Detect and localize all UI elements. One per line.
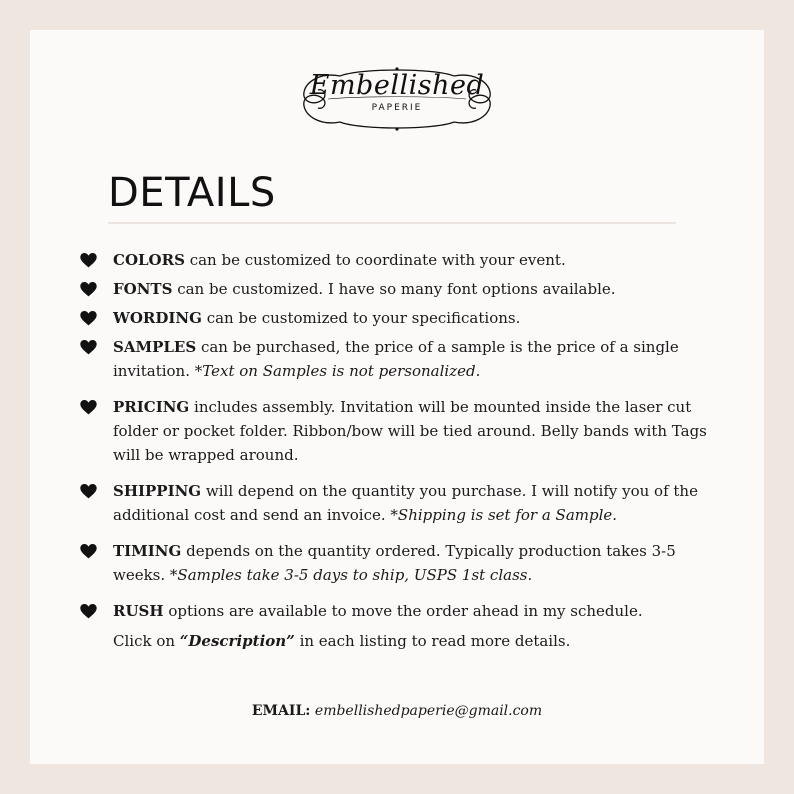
heart-icon <box>80 311 97 326</box>
item-keyword: FONTS <box>113 280 173 298</box>
description-keyword: “Description” <box>179 632 295 650</box>
heart-icon <box>80 253 97 268</box>
item-text: can be purchased, the price of a sample is the price of a single invitation. <box>113 338 679 380</box>
logo <box>300 66 494 132</box>
heart-icon <box>80 400 97 415</box>
list-item-shipping <box>80 479 730 527</box>
heart-icon <box>80 604 97 619</box>
item-note: *Text on Samples is not personalized. <box>194 362 481 380</box>
description-after: in each listing to read more details. <box>294 632 571 650</box>
item-text: can be customized to coordinate with your event. <box>184 251 566 269</box>
list-item-wording <box>80 306 730 330</box>
item-keyword: PRICING <box>113 398 190 416</box>
divider <box>108 222 676 224</box>
details-list <box>80 248 730 658</box>
item-note: *Shipping is set for a Sample. <box>390 506 618 524</box>
item-keyword: WORDING <box>113 309 202 327</box>
item-text: can be customized to your specifications. <box>201 309 521 327</box>
item-text: depends on the quantity ordered. Typically production takes 3-5 weeks. <box>113 542 676 584</box>
heart-icon <box>80 544 97 559</box>
description-before: Click on <box>113 632 180 650</box>
details-card <box>30 30 764 764</box>
description-note <box>113 629 730 653</box>
item-keyword: COLORS <box>113 251 185 269</box>
list-item-pricing <box>80 395 730 467</box>
item-text: options are available to move the order ahead in my schedule. <box>163 602 643 620</box>
email-label: EMAIL: <box>251 703 311 719</box>
heart-icon <box>80 484 97 499</box>
logo-subtitle: PAPERIE <box>371 103 423 113</box>
item-text: will depend on the quantity you purchase. I will notify you of the additional cost and send an invoice. <box>113 482 698 524</box>
email-line <box>30 703 764 719</box>
item-keyword: SAMPLES <box>113 338 197 356</box>
item-keyword: SHIPPING <box>113 482 202 500</box>
heart-icon <box>80 282 97 297</box>
list-item-fonts <box>80 277 730 301</box>
item-text: includes assembly. Invitation will be mounted inside the laser cut folder or pocket folder. Ribbon/bow will be tied around. Belly bands with Tags will be wrapped around. <box>113 398 707 464</box>
item-keyword: RUSH <box>113 602 164 620</box>
heart-icon <box>80 340 97 355</box>
list-item-rush <box>80 599 730 653</box>
list-item-samples <box>80 335 730 383</box>
item-note: *Samples take 3-5 days to ship, USPS 1st class. <box>169 566 533 584</box>
page-title: DETAILS <box>108 170 276 216</box>
item-keyword: TIMING <box>113 542 182 560</box>
email-address[interactable]: embellishedpaperie@gmail.com <box>314 703 543 719</box>
item-text: can be customized. I have so many font options available. <box>172 280 616 298</box>
list-item-timing <box>80 539 730 587</box>
list-item-colors <box>80 248 730 272</box>
logo-script: Embellished <box>309 70 485 101</box>
